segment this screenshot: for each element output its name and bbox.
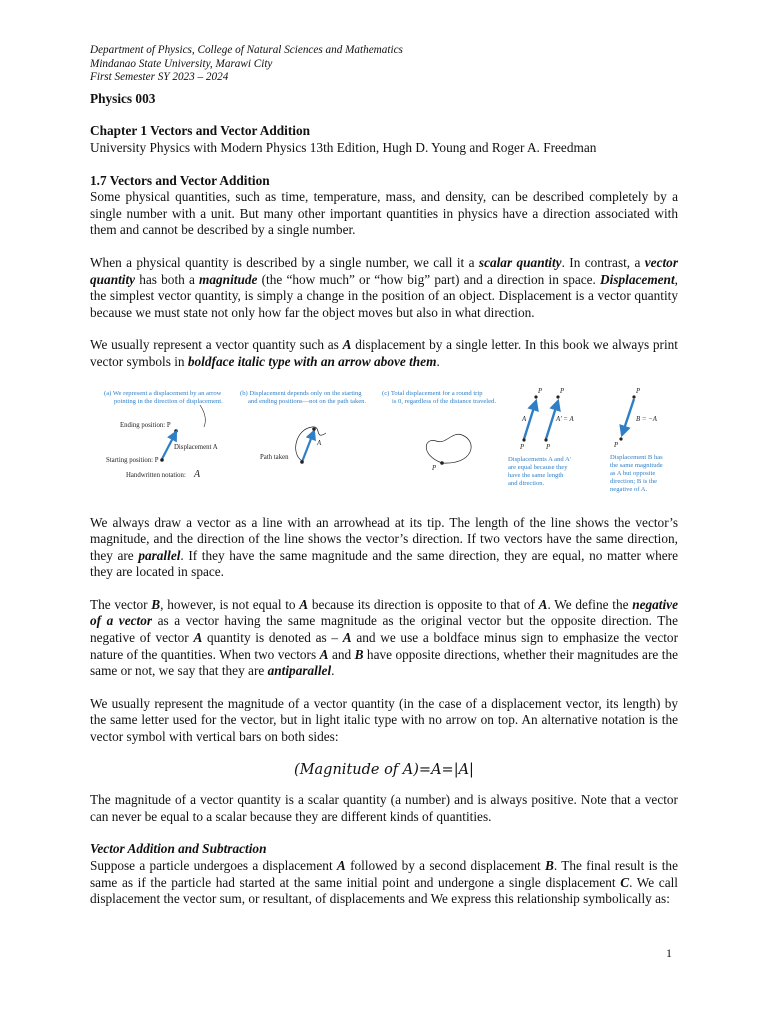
- term-parallel: parallel: [138, 547, 181, 563]
- paragraph-negative-vector: The vector B, however, is not equal to A because its direction is opposite to that of A. We define the negative of a vector as a vector having the same magnitude as the original vector but the opposite direction. The negative of vector A quantity is denoted as – A and we use a boldface minus sign to emphasize the vector nature of the quantities. When two vectors A and B have opposite directions, whether their magnitudes are the same or not, we say that they are antiparallel.: [90, 596, 679, 679]
- panel-a-handwritten-label: Handwritten notation:: [126, 471, 186, 479]
- panel-e-note-3: as A but opposite: [610, 469, 656, 477]
- chapter-reference: University Physics with Modern Physics 13th Edition, Hugh D. Young and Roger A. Freedman: [90, 139, 597, 155]
- header-department: Department of Physics, College of Natural Sciences and Mathematics: [90, 44, 403, 56]
- panel-d-a-label: A: [522, 415, 527, 423]
- paragraph-intro: Some physical quantities, such as time, temperature, mass, and density, can be described completely by a single number with a unit. But many other important quantities in physics have a direction associated with them and cannot be described by a single number.: [90, 189, 678, 238]
- panel-b-caption-2: and ending positions—not on the path taken.: [248, 397, 367, 405]
- term-boldface-italic: boldface italic type with an arrow above them: [187, 353, 437, 369]
- term-scalar-quantity: scalar quantity: [478, 254, 562, 270]
- panel-e-p5: P: [636, 387, 641, 395]
- chapter-title: Chapter 1 Vectors and Vector Addition: [90, 123, 311, 139]
- panel-d-aeq-label: A' = A: [556, 415, 574, 423]
- paragraph-vector-addition: Suppose a particle undergoes a displacement A followed by a second displacement B. The final result is the same as if the particle had started at the same initial point and undergone a single displacement C. We call displacement the vector sum, or resultant, of displacements and We express this relationship symbolically as:: [90, 858, 678, 907]
- figure-panel-b: [240, 390, 366, 464]
- paragraph-scalar-vector: When a physical quantity is described by a single number, we call it a scalar quantity. In contrast, a vector quantity has both a magnitude (the “how much” or “how big” part) and a direction in space. Displacement, the simplest vector quantity, is simply a change in the position of an object. Displacement is a vector quantity because we must state not only how far the object moves but also in what direction.: [90, 254, 679, 320]
- page-number: 1: [666, 946, 672, 960]
- panel-a-ending-position: Ending position: P: [120, 421, 171, 429]
- term-magnitude: magnitude: [199, 271, 258, 287]
- subsection-title: Vector Addition and Subtraction: [90, 841, 267, 857]
- panel-d-p1: P: [520, 443, 525, 451]
- term-vector-quantity: vector quantity: [90, 254, 679, 287]
- panel-a-caption-2: pointing in the direction of displacement.: [114, 397, 223, 405]
- panel-e-note-1: Displacement B has: [610, 453, 663, 461]
- header-semester: First Semester SY 2023 – 2024: [90, 71, 229, 84]
- term-displacement: Displacement: [600, 271, 675, 287]
- panel-d-note-4: and direction.: [508, 479, 545, 487]
- paragraph-magnitude-notation: We usually represent the magnitude of a vector quantity (in the case of a displacement vector, its length) by the same letter used for the vector, but in light italic type with no arrow on top. An alternative notation is the vector symbol with vertical bars on both sides:: [90, 695, 678, 745]
- panel-c-caption-1: (c) Total displacement for a round trip: [382, 389, 483, 397]
- panel-d-p2: P: [538, 387, 543, 395]
- figure-panel-d: [508, 388, 574, 487]
- panel-e-note-2: the same magnitude: [610, 461, 663, 469]
- panel-a-starting-position: Starting position: P: [106, 456, 159, 464]
- panel-b-vector-label: A: [317, 439, 322, 447]
- panel-d-note-2: are equal because they: [508, 463, 568, 471]
- term-antiparallel: antiparallel: [267, 663, 332, 679]
- paragraph-magnitude-scalar: The magnitude of a vector quantity is a scalar quantity (a number) and is always positive. Note that a vector can never be equal to a scalar because they are different kinds of quantities.: [90, 792, 678, 824]
- panel-d-note-1: Displacements A and A': [508, 455, 571, 463]
- panel-d-note-3: have the same length: [508, 471, 564, 479]
- panel-b-caption-1: (b) Displacement depends only on the starting: [240, 389, 362, 397]
- panel-d-p3: P: [546, 443, 551, 451]
- figure-panel-e: [610, 388, 663, 493]
- magnitude-formula: (Magnitude of A)=A=|A|: [294, 761, 474, 778]
- panel-e-note-4: direction; B is the: [610, 477, 658, 485]
- figure-displacement-vectors: [90, 383, 678, 503]
- panel-b-displacement-arrow: [302, 431, 314, 462]
- panel-c-p1: P: [432, 464, 437, 472]
- panel-c-point: [440, 461, 444, 465]
- document-header: [90, 44, 678, 85]
- figure-panel-a: [104, 390, 223, 480]
- panel-d-p4: P: [560, 387, 565, 395]
- panel-e-vector-b: [622, 399, 634, 435]
- document-page: [90, 44, 678, 908]
- panel-e-bneg-label: B = −A: [636, 415, 657, 423]
- panel-a-caption-1: (a) We represent a displacement by an arrow: [104, 389, 222, 397]
- figure-svg: [90, 383, 678, 503]
- panel-b-path-taken: Path taken: [260, 453, 289, 461]
- panel-e-note-5: negative of A.: [610, 485, 648, 493]
- panel-c-caption-2: is 0, regardless of the distance traveled.: [392, 397, 496, 405]
- paragraph-parallel: We always draw a vector as a line with an arrowhead at its tip. The length of the line shows the vector’s magnitude, and the direction of the line shows the vector’s direction. If two vectors have the same direction, they are parallel. If they have the same magnitude and the same direction, they are equal, no matter where they are located in space.: [90, 514, 679, 580]
- panel-e-p6: P: [614, 441, 619, 449]
- header-university: Mindanao State University, Marawi City: [90, 57, 273, 70]
- paragraph-vector-notation: We usually represent a vector quantity such as A displacement by a single letter. In this book we always print vector symbols in boldface italic type with an arrow above them.: [90, 337, 678, 369]
- figure-panel-c: [382, 390, 496, 472]
- panel-a-displacement-label: Displacement A: [174, 443, 218, 451]
- section-title: 1.7 Vectors and Vector Addition: [90, 172, 270, 188]
- panel-a-handwritten-symbol: A: [194, 468, 201, 480]
- course-title: Physics 003: [90, 90, 156, 106]
- term-negative-of-vector: negative of a vector: [90, 596, 678, 629]
